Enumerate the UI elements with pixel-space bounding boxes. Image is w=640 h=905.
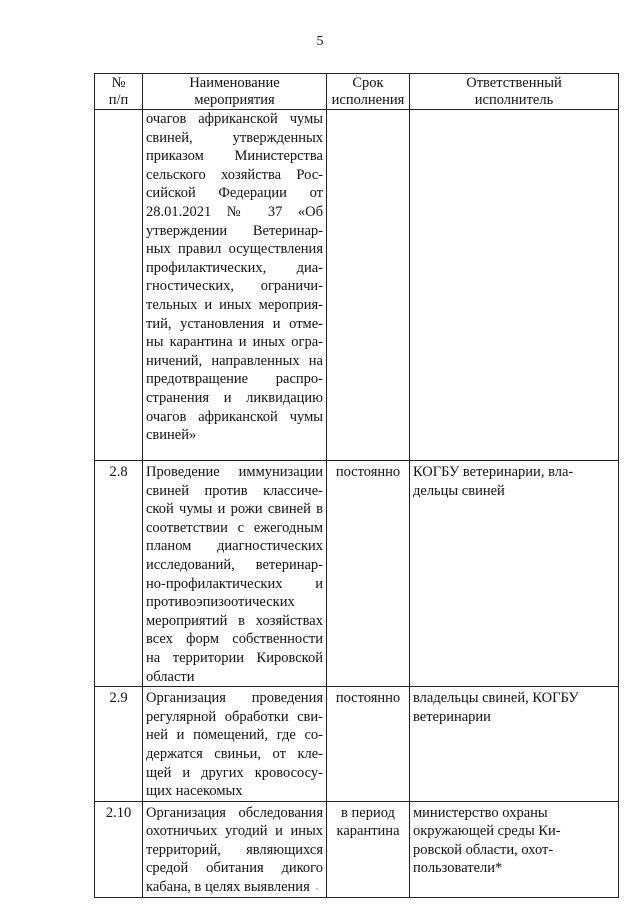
responsible-executor-line: окружающей среды Ки- xyxy=(413,823,561,840)
execution-term xyxy=(327,687,410,802)
measure-name-line: регулярной обработки сви- xyxy=(146,708,323,725)
table-row xyxy=(95,461,619,687)
table-row xyxy=(95,110,619,461)
header-term xyxy=(327,74,410,110)
measure-name-line: на территории Кировской xyxy=(146,649,323,666)
measure-name-line: щих насекомых xyxy=(146,783,243,800)
measure-name-line: Проведение иммунизации xyxy=(146,464,323,480)
page-number: 5 xyxy=(316,34,324,49)
measure-name-line: утверждении Ветеринар- xyxy=(146,222,323,239)
measure-name-line: гностических, ограничи- xyxy=(146,278,323,295)
measure-name-line: Организация обследования xyxy=(146,804,323,821)
responsible-executor-line: КОГБУ ветеринарии, вла- xyxy=(413,464,574,480)
responsible-executor-line: министерство охраны xyxy=(413,804,548,821)
measure-name xyxy=(143,801,327,897)
responsible-executor-line: ровской области, охот- xyxy=(413,841,554,858)
table-row xyxy=(95,687,619,802)
measure-name-line: предотвращение распро- xyxy=(146,371,323,388)
measure-name-line: планом диагностических xyxy=(146,538,323,555)
measure-name-line: Организация проведения xyxy=(146,690,323,707)
table-row xyxy=(95,801,619,897)
scan-speck xyxy=(316,888,318,890)
measure-name xyxy=(143,110,327,461)
execution-term xyxy=(327,801,410,897)
header-term-line: исполнения xyxy=(331,92,405,108)
measure-name-line: всех форм собственности xyxy=(146,631,323,648)
measure-name-line: сийской Федерации от xyxy=(146,185,323,202)
measure-name-line: кабана, в целях выявления xyxy=(146,879,310,896)
measures-table xyxy=(94,73,619,898)
execution-term-line: постоянно xyxy=(335,464,401,480)
header-term-line: Срок xyxy=(352,75,384,91)
header-responsible xyxy=(410,74,619,110)
header-name-line: мероприятия xyxy=(194,92,275,108)
measure-name-line: охотничьих угодий и иных xyxy=(146,823,323,840)
measure-name-line: 28.01.2021 № 37 «Об xyxy=(146,203,323,220)
measure-name xyxy=(143,687,327,802)
header-number-line: п/п xyxy=(108,92,129,108)
row-number: 2.9 xyxy=(95,687,143,802)
header-responsible-line: исполнитель xyxy=(474,92,554,108)
header-number-line: № xyxy=(111,75,126,91)
table-header-row xyxy=(95,74,619,110)
responsible-executor-line: дельцы свиней xyxy=(413,482,505,499)
header-responsible-line: Ответственный xyxy=(466,75,562,91)
row-number: 2.8 xyxy=(95,461,143,687)
measure-name-line: профилактических, диа- xyxy=(146,259,323,276)
measure-name-line: средой обитания дикого xyxy=(146,860,323,877)
execution-term-line: в период xyxy=(341,804,395,821)
measure-name-line: области xyxy=(146,668,195,685)
header-name-line: Наименование xyxy=(189,75,280,91)
measure-name-line: противоэпизоотических xyxy=(146,594,295,611)
measure-name-line: территорий, являющихся xyxy=(146,841,323,858)
measure-name-line: тий, установления и отме- xyxy=(146,315,323,332)
measure-name-line: странения и ликвидацию xyxy=(146,389,323,406)
execution-term-line: карантина xyxy=(336,823,400,840)
responsible-executor xyxy=(410,801,619,897)
measure-name-line: мероприятий в хозяйствах xyxy=(146,612,323,629)
measure-name-line: ны карантина и иных огра- xyxy=(146,334,323,351)
responsible-executor xyxy=(410,687,619,802)
measure-name-line: держатся свиньи, от кле- xyxy=(146,745,323,762)
measure-name-line: ничений, направленных на xyxy=(146,352,323,369)
measure-name-line: щей и других кровососу- xyxy=(146,764,323,781)
measure-name-line: но-профилактических и xyxy=(146,575,323,592)
measure-name-line: ской чумы и рожи свиней в xyxy=(146,501,323,518)
measure-name-line: свиней против классиче- xyxy=(146,482,323,499)
measure-name-line: исследований, ветеринар- xyxy=(146,556,323,573)
header-name xyxy=(143,74,327,110)
measure-name-line: ней и помещений, где со- xyxy=(146,727,323,744)
responsible-executor xyxy=(410,110,619,461)
measure-name-line: ных правил осуществления xyxy=(146,241,323,258)
responsible-executor xyxy=(410,461,619,687)
row-number xyxy=(95,110,143,461)
measure-name-line: свиней, утвержденных xyxy=(146,129,323,146)
execution-term xyxy=(327,110,410,461)
measure-name-line: сельского хозяйства Рос- xyxy=(146,166,323,183)
measure-name-line: свиней» xyxy=(146,427,197,444)
execution-term-line: постоянно xyxy=(335,690,401,707)
measure-name-line: очагов африканской чумы xyxy=(146,111,323,127)
row-number: 2.10 xyxy=(95,801,143,897)
measure-name-line: приказом Министерства xyxy=(146,148,323,165)
responsible-executor-line: владельцы свиней, КОГБУ xyxy=(413,690,579,707)
measure-name-line: тельных и иных мероприя- xyxy=(146,296,323,313)
responsible-executor-line: ветеринарии xyxy=(413,708,491,725)
responsible-executor-line: пользователи* xyxy=(413,860,503,877)
measure-name-line: соответствии с ежегодным xyxy=(146,519,323,536)
header-number xyxy=(95,74,143,110)
measure-name-line: очагов африканской чумы xyxy=(146,408,323,425)
measure-name xyxy=(143,461,327,687)
execution-term xyxy=(327,461,410,687)
